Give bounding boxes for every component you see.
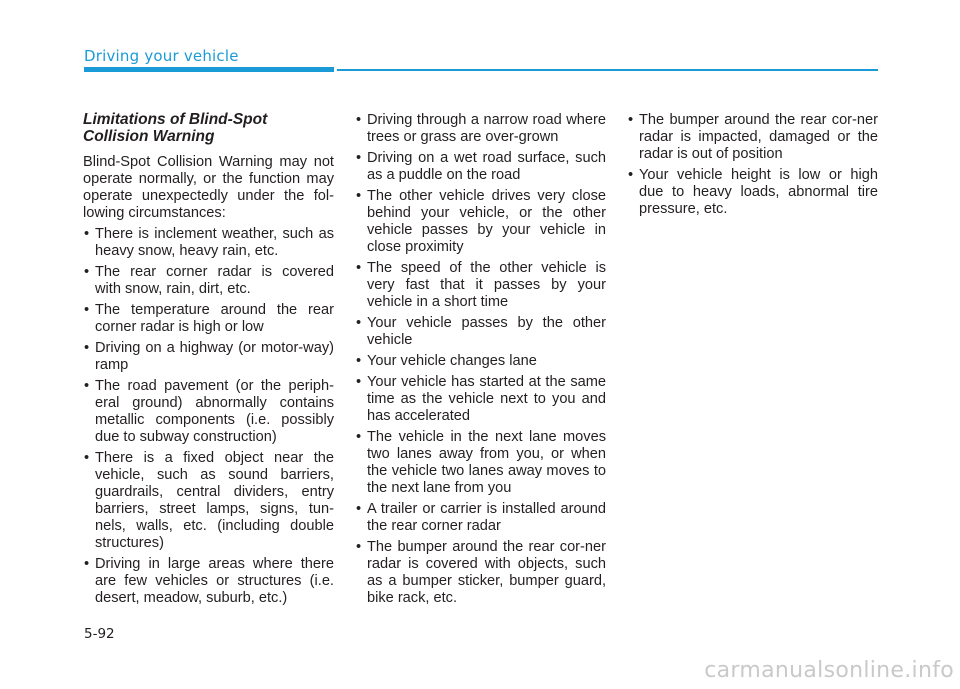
bullet-item: • Your vehicle passes by the other vehicle <box>355 315 606 349</box>
bullet-item: • Driving on a wet road surface, such as a puddle on the road <box>355 150 606 184</box>
text-column-2 <box>355 112 606 611</box>
bullet-item: • The vehicle in the next lane moves two lanes away from you, or when the vehicle two lanes away moves to the next lane from you <box>355 429 606 497</box>
bullet-item: • Driving in large areas where there are few vehicles or structures (i.e. desert, meadow, suburb, etc.) <box>83 556 334 607</box>
bullet-item: • Your vehicle changes lane <box>355 353 606 370</box>
bullet-item: • The speed of the other vehicle is very fast that it passes by your vehicle in a short time <box>355 260 606 311</box>
intro-paragraph: Blind-Spot Collision Warning may not operate normally, or the function may operate unexpectedly under the fol-lowing circumstances: <box>83 154 334 221</box>
bullet-item: • Your vehicle has started at the same time as the vehicle next to you and has accelerated <box>355 374 606 425</box>
text-column-3 <box>627 112 878 222</box>
bullet-list-2 <box>355 112 606 607</box>
text-column-1 <box>83 111 334 611</box>
bullet-item: • The bumper around the rear cor-ner radar is impacted, damaged or the radar is out of position <box>627 112 878 163</box>
bullet-item: • Driving through a narrow road where trees or grass are over-grown <box>355 112 606 146</box>
section-heading: Limitations of Blind-Spot Collision Warning <box>83 111 268 145</box>
bullet-item: • The temperature around the rear corner radar is high or low <box>83 302 334 336</box>
bullet-item: • Driving on a highway (or motor-way) ramp <box>83 340 334 374</box>
bullet-list-1 <box>83 226 334 607</box>
bullet-item: • A trailer or carrier is installed around the rear corner radar <box>355 501 606 535</box>
header-rule-thick <box>84 67 334 72</box>
watermark: carmanualsonline.info <box>704 658 954 683</box>
header-rule-thin <box>337 69 878 71</box>
bullet-item: • There is a fixed object near the vehicle, such as sound barriers, guardrails, central dividers, entry barriers, street lamps, signs, tun-nels, walls, etc. (including double structures) <box>83 450 334 552</box>
bullet-list-3 <box>627 112 878 218</box>
bullet-item: • The rear corner radar is covered with snow, rain, dirt, etc. <box>83 264 334 298</box>
bullet-item: • Your vehicle height is low or high due to heavy loads, abnormal tire pressure, etc. <box>627 167 878 218</box>
bullet-item: • The other vehicle drives very close behind your vehicle, or the other vehicle passes by your vehicle in close proximity <box>355 188 606 256</box>
header-title: Driving your vehicle <box>84 47 239 65</box>
bullet-item: • The bumper around the rear cor-ner radar is covered with objects, such as a bumper sticker, bumper guard, bike rack, etc. <box>355 539 606 607</box>
page-number: 5-92 <box>84 626 115 642</box>
bullet-item: • There is inclement weather, such as heavy snow, heavy rain, etc. <box>83 226 334 260</box>
bullet-item: • The road pavement (or the periph-eral ground) abnormally contains metallic components (i.e. possibly due to subway construction) <box>83 378 334 446</box>
